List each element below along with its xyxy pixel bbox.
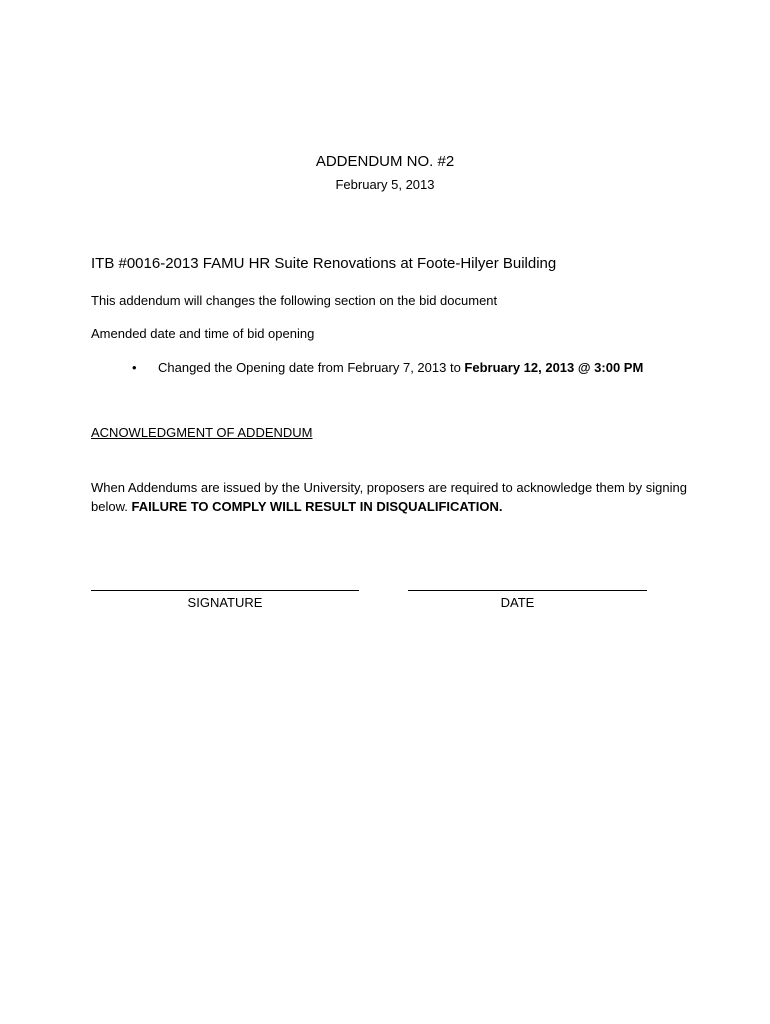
date-label: DATE bbox=[500, 595, 535, 610]
intro-line: This addendum will changes the following section on the bid document bbox=[91, 293, 498, 308]
acknowledgment-heading: ACNOWLEDGMENT OF ADDENDUM bbox=[91, 425, 313, 440]
acknowledgment-paragraph bbox=[91, 478, 691, 516]
bullet-marker: • bbox=[132, 360, 137, 375]
itb-title: ITB #0016-2013 FAMU HR Suite Renovations at Foote-Hilyer Building bbox=[91, 255, 557, 272]
signature-line bbox=[91, 580, 359, 591]
addendum-date: February 5, 2013 bbox=[335, 177, 435, 192]
amended-line: Amended date and time of bid opening bbox=[91, 326, 315, 341]
acknowledgment-text: When Addendums are issued by the University, proposers are required to acknowledge them by signing below. bbox=[91, 480, 687, 514]
acknowledgment-warning: FAILURE TO COMPLY WILL RESULT IN DISQUALIFICATION. bbox=[131, 499, 503, 514]
bullet-text: Changed the Opening date from February 7, 2013 to bbox=[158, 360, 465, 375]
signature-label: SIGNATURE bbox=[187, 595, 263, 610]
date-line bbox=[408, 580, 647, 591]
bullet-bold-date: February 12, 2013 @ 3:00 PM bbox=[464, 360, 644, 375]
bullet-item bbox=[158, 360, 643, 375]
addendum-title: ADDENDUM NO. #2 bbox=[315, 153, 455, 170]
